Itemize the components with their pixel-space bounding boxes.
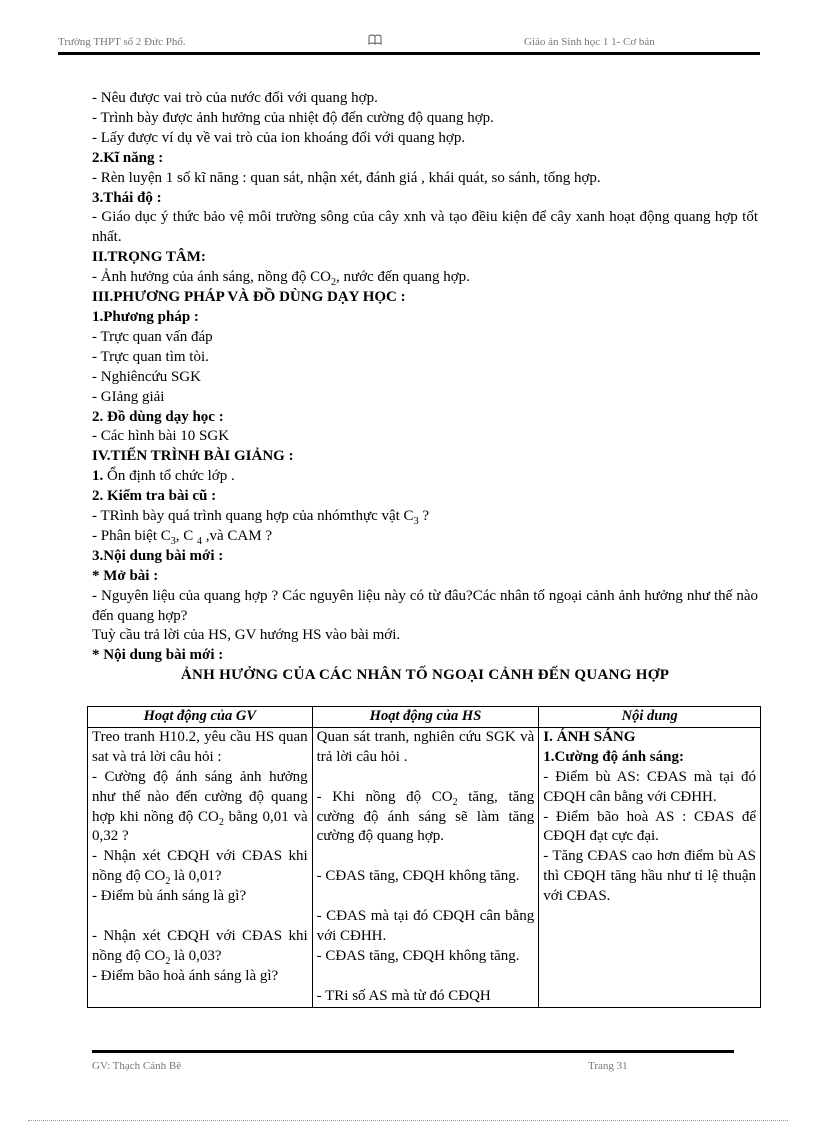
header-subject: Giáo án Sinh học 1 1- Cơ bản xyxy=(524,36,655,48)
section-heading: 2. Kiểm tra bài cũ : xyxy=(92,488,217,505)
text-line: - Nêu được vai trò của nước đối với quang hợp. xyxy=(92,90,378,106)
text-line: - Phân biệt $C_3$, C $_4$ ,và CAM ? xyxy=(92,527,273,547)
table-row xyxy=(88,727,761,1007)
section-heading: III.PHƯƠNG PHÁP VÀ ĐỒ DÙNG DẠY HỌC : xyxy=(92,289,406,306)
section-heading: * Nội dung bài mới : xyxy=(92,647,224,664)
lesson-body xyxy=(92,89,758,686)
text-line: - Trình bày được ảnh hưởng của nhiệt độ đến cường độ quang hợp. xyxy=(92,109,494,126)
table-header-row xyxy=(88,707,761,728)
gv-cell: Treo tranh H10.2, yêu cầu HS quan sat và trả lời câu hỏi : - Cường độ ánh sáng ảnh hưởng như thế nào đến cường độ quang hợp khi nồng độ $CO_2$ bằng 0,01 và 0,32 ? - Nhận xét CĐQH với CĐAS khi nồng độ $CO_2$ là 0,01? - Điểm bù ánh sáng là gì? - Nhận xét CĐQH với CĐAS khi nồng độ $CO_2$ là 0,03? - Điểm bão hoà ánh sáng là gì? xyxy=(88,727,313,1007)
text-line: - Rèn luyện 1 số kĩ năng : quan sát, nhận xét, đánh giá , khái quát, so sánh, tổng hợp. xyxy=(92,169,601,186)
text-line: - Nguyên liệu của quang hợp ? Các nguyên liệu này có từ đâu?Các nhân tố ngoại cảnh ảnh hưởng như thế nào đến quang hợp? xyxy=(92,587,758,624)
text-line: - Lấy được ví dụ về vai trò của ion khoáng đối với quang hợp. xyxy=(92,129,466,146)
book-icon xyxy=(368,34,382,49)
col-header-content: Nội dung xyxy=(539,707,761,728)
footer-teacher: GV: Thạch Cảnh Bê xyxy=(92,1060,182,1072)
text-line: - Trực quan vấn đáp xyxy=(92,328,213,345)
section-heading: 3.Thái độ : xyxy=(92,189,162,206)
bottom-dotted-line xyxy=(28,1120,788,1121)
section-heading: 1.Phương pháp : xyxy=(92,308,199,325)
text-line: - Giáo dục ý thức bảo vệ môi trường sông của cây xnh và tạo đềiu kiện để cây xanh hoạt động quang hợp tốt nhất. xyxy=(92,209,758,246)
header-rule xyxy=(58,52,760,55)
col-header-gv: Hoạt động của GV xyxy=(88,707,313,728)
text-line: - GIảng giải xyxy=(92,388,165,405)
text-line: - Nghiêncứu SGK xyxy=(92,368,201,385)
text-line: Tuỳ cầu trả lời của HS, GV hướng HS vào bài mới. xyxy=(92,627,401,644)
header-school: Trường THPT số 2 Đức Phổ. xyxy=(58,36,186,48)
hs-cell: Quan sát tranh, nghiên cứu SGK và trả lời câu hỏi . - Khi nồng độ $CO_2$ tăng, tăng cường độ ánh sáng sẽ làm tăng cường độ quang hợp. - CĐAS tăng, CĐQH không tăng. - CĐAS mà tại đó CĐQH cân bằng với CĐHH. - CĐAS tăng, CĐQH không tăng. - TRi số AS mà từ đó CĐQH xyxy=(312,727,539,1007)
footer-rule xyxy=(92,1050,734,1053)
text-line: - Ảnh hưởng của ánh sáng, nồng độ $CO_2$, nước đến quang hợp. xyxy=(92,269,470,289)
page-number: Trang 31 xyxy=(588,1060,628,1072)
section-heading: II.TRỌNG TÂM: xyxy=(92,249,206,266)
activity-table xyxy=(87,706,761,1008)
text-line: - TRình bày quá trình quang hợp của nhómthực vật $C_3$ ? xyxy=(92,508,429,528)
section-heading: 3.Nội dung bài mới : xyxy=(92,547,224,564)
text-line: - Trực quan tìm tòi. xyxy=(92,348,209,365)
content-cell: I. ÁNH SÁNG 1.Cường độ ánh sáng: - Điểm bù AS: CĐAS mà tại đó CĐQH cân bằng với CĐHH. - Điểm bão hoà AS : CĐAS để CĐQH đạt cực đại. - Tăng CĐAS cao hơn điểm bù AS thì CĐQH tăng hầu như tỉ lệ thuận với CĐAS. xyxy=(539,727,761,1007)
text-line: 1. Ổn định tổ chức lớp . xyxy=(92,468,235,485)
text-line: - Các hình bài 10 SGK xyxy=(92,428,230,445)
section-heading: 2. Đồ dùng dạy học : xyxy=(92,408,224,425)
section-heading: * Mở bài : xyxy=(92,567,159,584)
section-heading: 2.Kĩ năng : xyxy=(92,149,164,166)
page-header xyxy=(58,36,758,52)
col-header-hs: Hoạt động của HS xyxy=(312,707,539,728)
lesson-title: ẢNH HƯỞNG CỦA CÁC NHÂN TỐ NGOẠI CẢNH ĐẾN QUANG HỢP xyxy=(180,667,670,684)
section-heading: IV.TIẾN TRÌNH BÀI GIẢNG : xyxy=(92,448,294,465)
